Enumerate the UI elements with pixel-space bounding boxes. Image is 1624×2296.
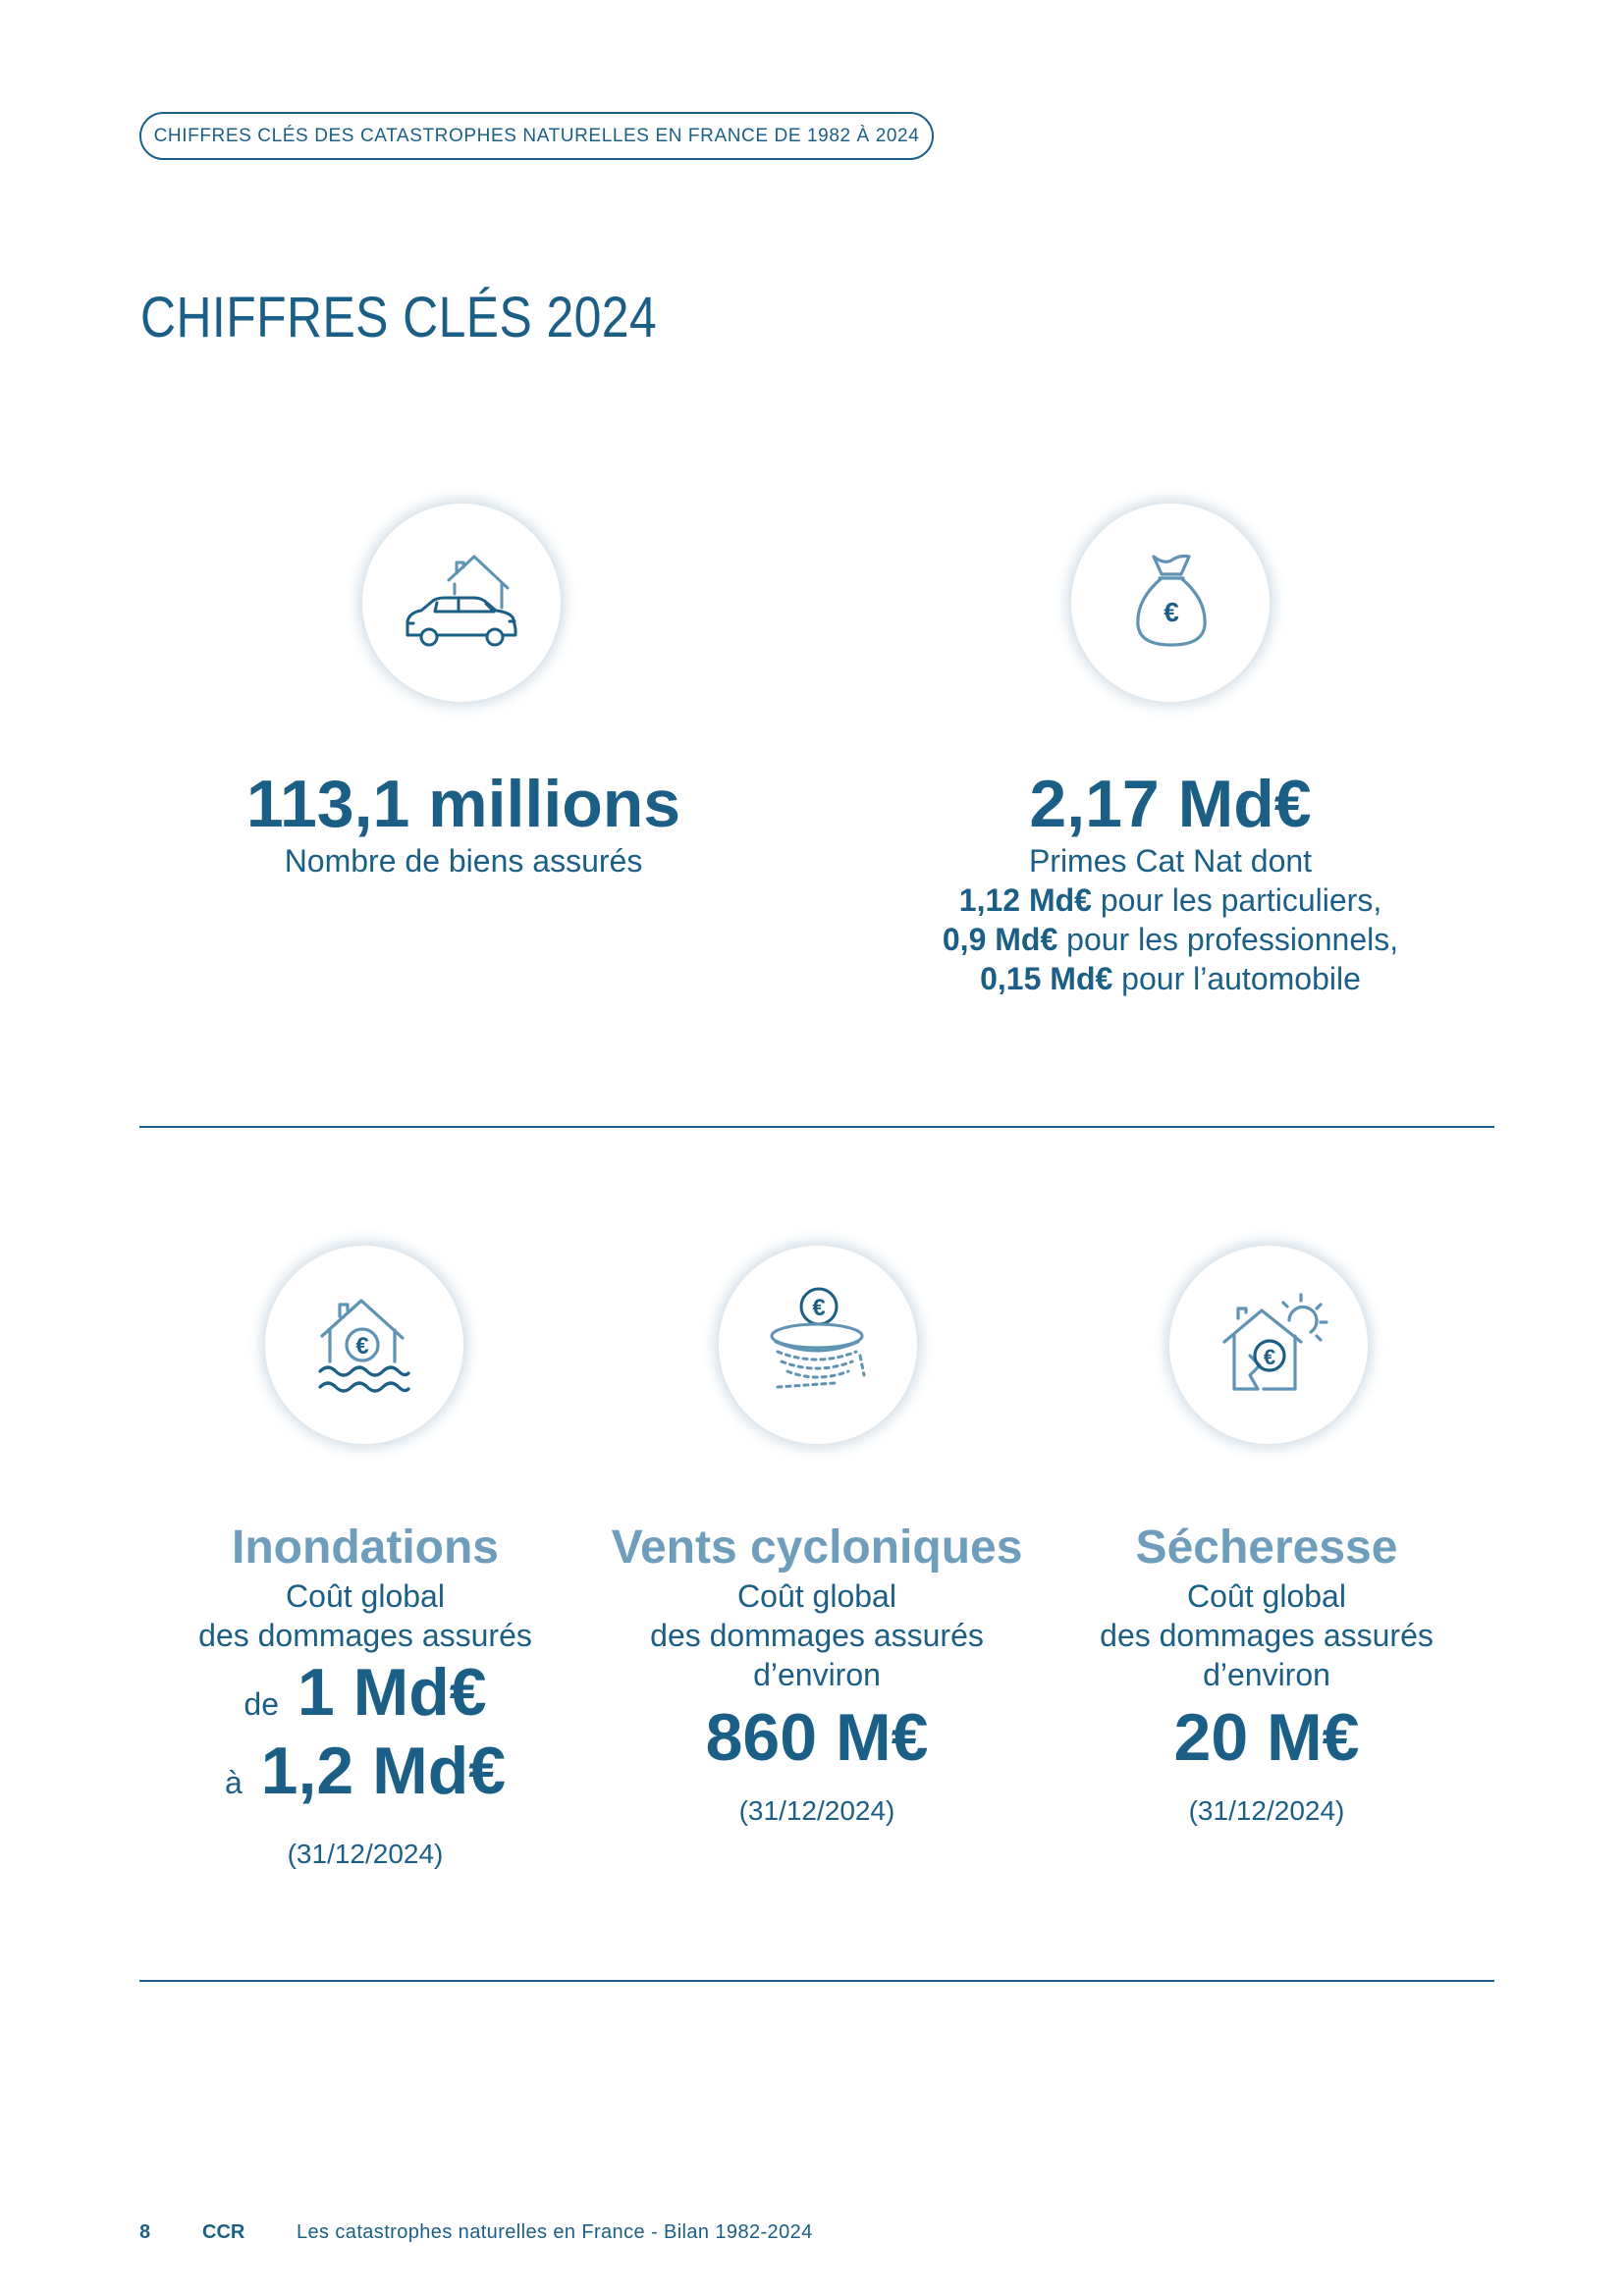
money-bag-euro-icon	[1107, 539, 1234, 667]
stat-premiums	[876, 767, 1465, 998]
money-bag-euro-icon-circle	[1071, 504, 1270, 702]
brand-name: CCR	[202, 2221, 245, 2243]
peril-drought-line2: des dommages assurés	[1100, 1618, 1434, 1653]
peril-drought-line3: d’environ	[1203, 1657, 1330, 1692]
flood-house-euro-icon-circle	[265, 1246, 463, 1444]
cyclone-euro-icon	[754, 1281, 882, 1409]
peril-floods	[139, 1520, 591, 1871]
stat-insured-assets	[218, 767, 709, 881]
svg-text:€: €	[1164, 597, 1179, 627]
section-header-pill: CHIFFRES CLÉS DES CATASTROPHES NATURELLES EN FRANCE DE 1982 À 2024	[139, 112, 934, 160]
peril-cyclonic-winds-line3: d’environ	[753, 1657, 881, 1692]
peril-floods-line1: Coût global	[286, 1578, 445, 1614]
page-footer	[139, 2221, 813, 2244]
peril-floods-date: (31/12/2024)	[287, 1839, 444, 1869]
stat-insured-assets-value: 113,1 millions	[245, 767, 681, 841]
peril-cyclonic-winds-line2: des dommages assurés	[650, 1618, 984, 1653]
page-title: CHIFFRES CLÉS 2024	[140, 286, 658, 349]
peril-cyclonic-winds	[591, 1520, 1043, 1828]
house-car-icon-circle	[362, 504, 561, 702]
section-divider	[139, 1126, 1494, 1128]
stat-insured-assets-label: Nombre de biens assurés	[284, 843, 643, 880]
peril-drought-title: Sécheresse	[1135, 1522, 1398, 1574]
peril-floods-title: Inondations	[232, 1522, 499, 1574]
peril-floods-range-to: à 1,2 Md€	[224, 1734, 507, 1808]
drought-house-euro-icon-circle	[1169, 1246, 1368, 1444]
peril-cyclonic-winds-title: Vents cycloniques	[611, 1522, 1023, 1574]
section-divider-bottom	[139, 1980, 1494, 1982]
stat-premiums-value: 2,17 Md€	[1029, 767, 1312, 841]
peril-drought	[1041, 1520, 1492, 1828]
peril-cyclonic-winds-value: 860 M€	[705, 1700, 929, 1775]
peril-cyclonic-winds-line1: Coût global	[737, 1578, 896, 1614]
premium-breakdown-private: 1,12 Md€ pour les particuliers,	[958, 882, 1382, 919]
peril-floods-line2: des dommages assurés	[198, 1618, 532, 1653]
page-number: 8	[139, 2221, 151, 2243]
svg-text:€: €	[1263, 1345, 1276, 1369]
premium-breakdown-automobile: 0,15 Md€ pour l’automobile	[980, 961, 1361, 997]
svg-text:€: €	[355, 1333, 369, 1360]
peril-drought-date: (31/12/2024)	[1188, 1795, 1345, 1826]
svg-text:€: €	[812, 1295, 826, 1321]
peril-drought-value: 20 M€	[1173, 1700, 1360, 1775]
stat-premiums-label: Primes Cat Nat dont	[1028, 843, 1313, 880]
premium-breakdown-professional: 0,9 Md€ pour les professionnels,	[942, 922, 1399, 958]
house-car-icon	[398, 539, 525, 667]
drought-house-euro-icon	[1205, 1281, 1332, 1409]
flood-house-euro-icon	[300, 1281, 428, 1409]
peril-drought-line1: Coût global	[1187, 1578, 1346, 1614]
cyclone-euro-icon-circle	[719, 1246, 917, 1444]
peril-floods-range-from: de 1 Md€	[244, 1655, 487, 1730]
peril-cyclonic-winds-date: (31/12/2024)	[738, 1795, 895, 1826]
footer-publication-title: Les catastrophes naturelles en France - Bilan 1982-2024	[297, 2221, 813, 2243]
